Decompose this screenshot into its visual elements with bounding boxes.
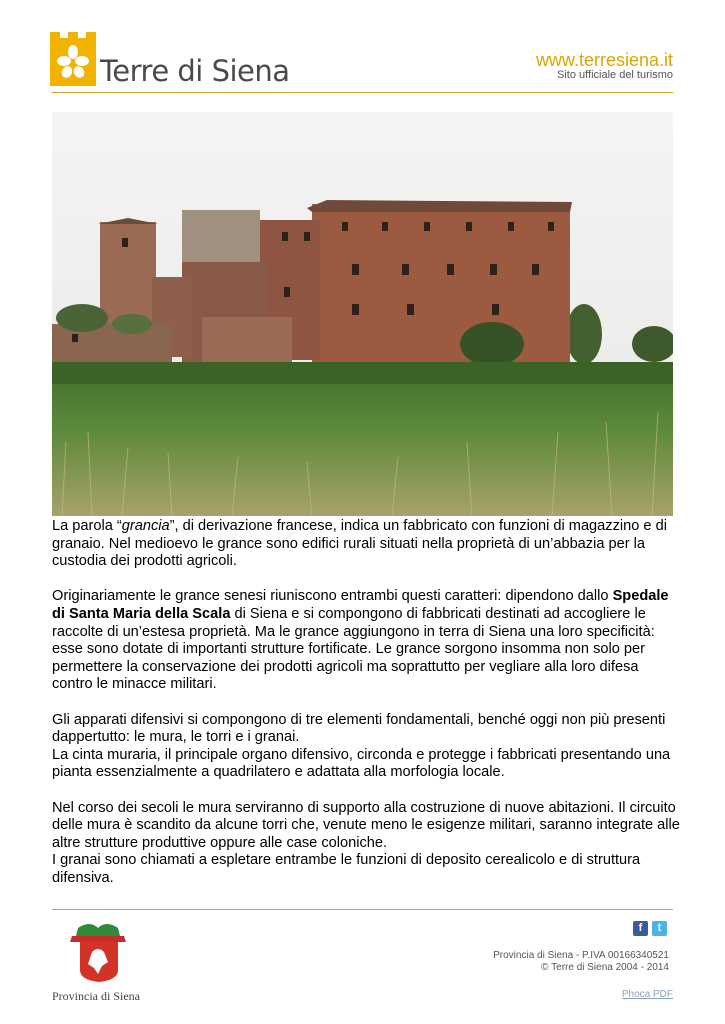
text: Nel corso dei secoli le mura serviranno di supporto alla costruzione di nuove abitazioni. Il circuito delle mura è scandito da alcune torri che, venute meno le esigenze militari, saranno integrate alle altre strutture produttive oppure alle case coloniche.: [52, 799, 680, 851]
site-url-link[interactable]: www.terresiena.it: [535, 50, 673, 70]
text: di Siena e si compongono di fabbricati destinati ad accogliere le raccolte di un’estesa proprietà. Ma le grance aggiungono in terra di Siena una loro specificità: esse sono dotate di importanti strutture fortificate. Le grance sorgono insomma non solo per permettere la conservazione dei prodotti agricoli ma soprattutto per vegliare alla loro difesa contro le minacce militari.: [52, 605, 655, 693]
text: La parola “: [52, 518, 122, 534]
text: Originariamente le grance senesi riuniscono entrambi questi caratteri: dipendono dallo: [52, 588, 613, 605]
logo-text: Terre di Siena: [100, 54, 290, 88]
text: ”, di derivazione francese, indica un fabbricato con funzioni di magazzino e di granaio. Nel medioevo le grance sono edifici rurali situati nella proprietà di un’abbazia per la custodia dei prodotti agricoli.: [52, 518, 667, 570]
paragraph: [52, 518, 682, 571]
castle-photo: [52, 112, 673, 516]
twitter-icon[interactable]: t: [652, 921, 667, 936]
paragraph: [52, 712, 682, 782]
terre-di-siena-logo[interactable]: [50, 32, 290, 92]
logo-tower-icon: [50, 32, 96, 86]
footer-divider: [52, 909, 673, 910]
footer-copyright: © Terre di Siena 2004 - 2014: [541, 962, 669, 973]
phoca-pdf-link[interactable]: Phoca PDF: [621, 989, 673, 1000]
site-subtitle: Sito ufficiale del turismo: [557, 69, 673, 81]
crest-label: Provincia di Siena: [52, 989, 140, 1003]
header-divider: [52, 92, 673, 93]
text: La cinta muraria, il principale organo difensivo, circonda e protegge i fabbricati presentando una pianta essenzialmente a quadrilatero e adattata alla morfologia locale.: [52, 746, 671, 781]
italic-term: grancia: [121, 518, 170, 534]
article-body: [52, 518, 682, 905]
paragraph: [52, 588, 682, 694]
text: I granai sono chiamati a espletare entrambe le funzioni di deposito cerealicolo e di struttura difensiva.: [52, 852, 641, 886]
bold-term: Spedale di Santa Maria della Scala: [52, 588, 669, 622]
paragraph: [52, 800, 682, 888]
facebook-icon[interactable]: f: [633, 921, 648, 936]
footer-vat-text: Provincia di Siena - P.IVA 00166340521: [493, 950, 669, 961]
text: Gli apparati difensivi si compongono di tre elementi fondamentali, benché oggi non più presenti dappertutto: le mura, le torri e i granai.: [52, 711, 666, 746]
